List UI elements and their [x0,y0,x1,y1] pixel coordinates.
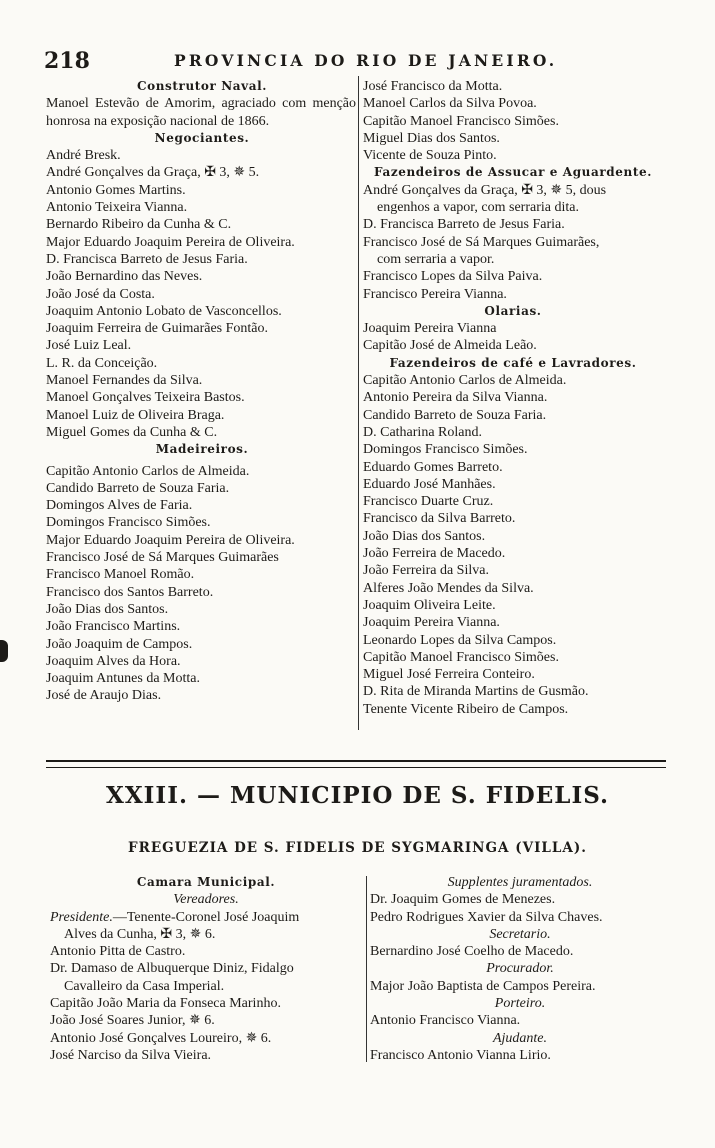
vereadores-heading: Vereadores. [173,892,239,908]
list-item: João José da Costa. [46,286,155,302]
list-item: Antonio Gomes Martins. [46,182,186,198]
madeireiros-list [46,463,358,705]
list-item: Capitão Manoel Francisco Simões. [363,649,559,665]
list-item: Capitão Antonio Carlos de Almeida. [46,463,250,479]
list-item: Capitão João Maria da Fonseca Marinho. [50,996,281,1012]
page-number: 218 [44,48,90,74]
list-item: engenhos a vapor, com serraria dita. [377,200,579,216]
top-right-column [363,78,663,718]
assucar-heading: Fazendeiros de Assucar e Aguardente. [373,165,653,180]
list-item: José Narciso da Silva Vieira. [50,1047,212,1063]
list-item: Manoel Gonçalves Teixeira Bastos. [46,390,245,406]
list-item: D. Rita de Miranda Martins de Gusmão. [363,684,589,700]
list-item: João Ferreira da Silva. [363,563,489,579]
negociantes-heading: Negociantes. [154,130,250,145]
list-item: Francisco Pereira Vianna. [363,286,507,302]
column-divider-top [358,76,359,730]
constructor-entry: Manoel Estevão de Amorim, agraciado com menção honrosa na exposição nacional de 1866. [46,96,356,129]
list-item: Miguel Gomes da Cunha & C. [46,424,218,440]
constructor-heading: Construtor Naval. [136,79,268,93]
porteiro-heading: Porteiro. [494,996,546,1012]
ink-blot [0,640,8,662]
list-item: Capitão José de Almeida Leão. [363,338,537,354]
list-item: Dr. Damaso de Albuquerque Diniz, Fidalgo [50,961,294,977]
list-item: Antonio Pereira da Silva Vianna. [363,390,548,406]
list-item: Joaquim Alves da Hora. [46,653,181,669]
bottom-left-column [50,874,362,1064]
supplentes-list [370,891,670,926]
running-head [44,50,656,72]
list-item: André Gonçalves da Graça, ✠ 3, ✵ 5, dous [363,182,607,198]
madeireiros-heading: Madeireiros. [155,442,249,457]
list-item: Joaquim Ferreira de Guimarães Fontão. [46,321,268,337]
list-item: José Francisco da Motta. [363,79,503,94]
ajudante-name: Francisco Antonio Vianna Lirio. [370,1047,551,1063]
supplentes-heading: Supplentes juramentados. [447,875,593,890]
bottom-right-column [370,874,670,1064]
secretario-heading: Secretario. [489,926,551,942]
list-item: Manoel Luiz de Oliveira Braga. [46,407,225,423]
list-item: Antonio Pitta de Castro. [50,944,186,960]
list-item: Francisco Lopes da Silva Paiva. [363,269,543,285]
presidente-line [50,909,362,926]
list-item: Joaquim Antunes da Motta. [46,671,200,687]
list-item: Eduardo Gomes Barreto. [363,459,503,475]
list-item: Francisco dos Santos Barreto. [46,584,214,600]
list-item: José de Araujo Dias. [46,688,162,704]
list-item: Pedro Rodrigues Xavier da Silva Chaves. [370,909,603,925]
list-item: João Joaquim de Campos. [46,636,193,652]
list-item: José Luiz Leal. [46,338,132,354]
presidente-name: —Tenente-Coronel José Joaquim [112,909,300,925]
list-item: João Dias dos Santos. [46,601,169,617]
camara-list [50,926,362,1064]
negociantes-list [46,147,358,441]
list-item: com serraria a vapor. [377,251,495,267]
list-item: Candido Barreto de Souza Faria. [46,480,230,496]
list-item: Vicente de Souza Pinto. [363,148,497,164]
list-item: Domingos Francisco Simões. [363,442,528,458]
list-item: Tenente Vicente Ribeiro de Campos. [363,701,569,717]
list-item: João Dias dos Santos. [363,528,486,544]
list-item: Francisco Duarte Cruz. [363,494,494,510]
list-item: Domingos Francisco Simões. [46,515,211,531]
list-item: Manoel Carlos da Silva Povoa. [363,96,537,112]
list-item: João Francisco Martins. [46,619,181,635]
list-item: Cavalleiro da Casa Imperial. [64,978,225,994]
list-item: Francisco José de Sá Marques Guimarães [46,550,279,566]
list-item: Leonardo Lopes da Silva Campos. [363,632,557,648]
list-item: Major Eduardo Joaquim Pereira de Oliveira. [46,532,295,548]
list-item: Capitão Manoel Francisco Simões. [363,113,559,129]
section-rule [46,760,666,768]
chapter-title: XXIII. — MUNICIPIO DE S. FIDELIS. [105,782,610,809]
list-item: Joaquim Antonio Lobato de Vasconcellos. [46,303,282,319]
list-item: Dr. Joaquim Gomes de Menezes. [370,892,556,908]
list-item: Bernardo Ribeiro da Cunha & C. [46,217,232,233]
list-item: Candido Barreto de Souza Faria. [363,407,547,423]
cafe-heading: Fazendeiros de café e Lavradores. [389,355,637,370]
list-item: Miguel José Ferreira Conteiro. [363,667,535,683]
list-item: D. Catharina Roland. [363,424,482,440]
list-item: Alferes João Mendes da Silva. [363,580,534,596]
presidente-label: Presidente. [50,909,113,925]
olarias-list [363,320,663,355]
parish-title: FREGUEZIA DE S. FIDELIS DE SYGMARINGA (VILLA). [128,840,587,856]
list-item: Manoel Fernandes da Silva. [46,373,203,389]
porteiro-name: Antonio Francisco Vianna. [370,1013,521,1029]
list-item: João Bernardino das Neves. [46,269,203,285]
continued-list [363,78,663,164]
ajudante-heading: Ajudante. [492,1030,548,1046]
list-item: D. Francisca Barreto de Jesus Faria. [46,251,248,267]
list-item: Joaquim Oliveira Leite. [363,597,496,613]
list-item: André Gonçalves da Graça, ✠ 3, ✵ 5. [46,165,260,181]
list-item: Joaquim Pereira Vianna. [363,615,500,631]
list-item: Major Eduardo Joaquim Pereira de Oliveira. [46,234,295,250]
list-item: Miguel Dias dos Santos. [363,130,500,146]
list-item: Antonio José Gonçalves Loureiro, ✵ 6. [50,1030,272,1046]
list-item: Joaquim Pereira Vianna [363,321,497,337]
top-left-column [46,78,358,705]
list-item: João Ferreira de Macedo. [363,546,506,562]
procurador-name: Major João Baptista de Campos Pereira. [370,978,596,994]
list-item: Francisco José de Sá Marques Guimarães, [363,234,600,250]
list-item: Alves da Cunha, ✠ 3, ✵ 6. [64,926,216,942]
olarias-heading: Olarias. [484,303,542,318]
list-item: D. Francisca Barreto de Jesus Faria. [363,217,565,233]
running-title: PROVINCIA DO RIO DE JANEIRO. [174,51,558,70]
secretario-name: Bernardino José Coelho de Macedo. [370,944,574,960]
list-item: Antonio Teixeira Vianna. [46,200,188,216]
assucar-list [363,182,663,303]
list-item: Francisco Manoel Romão. [46,567,195,583]
list-item: L. R. da Conceição. [46,355,158,371]
list-item: João José Soares Junior, ✵ 6. [50,1013,215,1029]
list-item: Capitão Antonio Carlos de Almeida. [363,373,567,389]
list-item: Eduardo José Manhães. [363,476,496,492]
column-divider-bottom [366,876,367,1062]
procurador-heading: Procurador. [486,961,554,977]
list-item: Francisco da Silva Barreto. [363,511,516,527]
cafe-list [363,372,663,718]
list-item: André Bresk. [46,148,121,164]
list-item: Domingos Alves de Faria. [46,498,193,514]
camara-heading: Camara Municipal. [136,875,276,889]
